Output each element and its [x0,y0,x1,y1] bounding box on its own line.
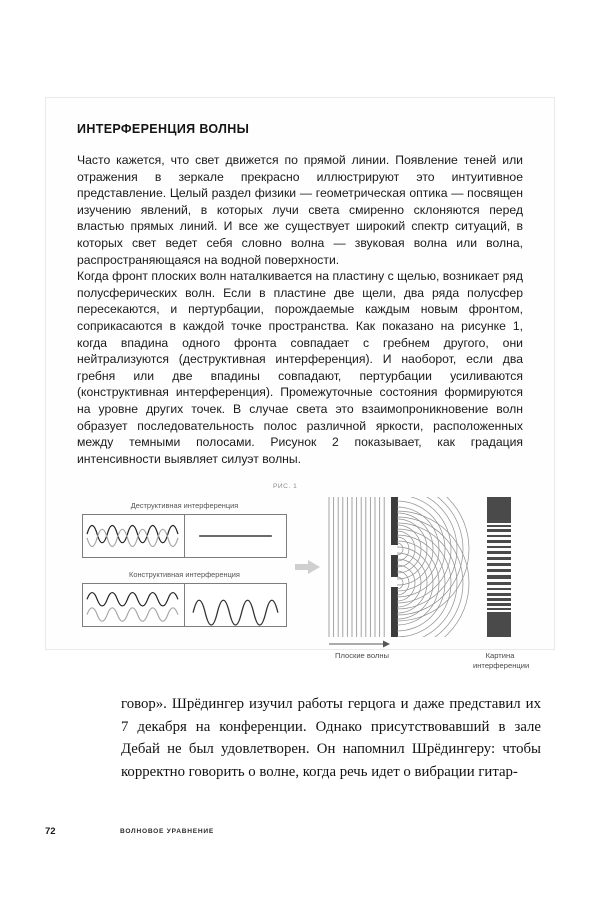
feature-content [46,98,554,693]
double-slit-diagram [327,493,530,671]
body-paragraph: говор». Шрёдингер изучил работы герцога и даже представил их 7 декабря на конференции. Однако присутствовавший в зале Дебай не был удовлетворен. Он напомнил Шрёдингеру: чтобы корректно говорить о волне, когда речь идет о вибрации гитар- [121,696,541,780]
wave-comparison-panels [82,501,287,627]
fringe-band [487,572,511,575]
constructive-interference-label: Конструктивная интерференция [129,570,240,580]
fringe-band [487,527,511,529]
page-footer [45,826,555,840]
fringe-band [487,590,511,593]
circular-wavefronts [397,497,475,637]
main-body-text [121,693,541,783]
interference-pattern-label: Картина интерференции [473,651,530,671]
constructive-input-waves [83,584,185,626]
in-phase-waves-icon [83,584,184,626]
fringe-band [487,601,511,603]
fringe-band [487,523,511,525]
constructive-result-wave [185,584,286,626]
out-of-phase-waves-icon [83,515,184,557]
figure-number-label: РИС. 1 [273,483,298,491]
footer-section-title: ВОЛНОВОЕ УРАВНЕНИЕ [120,828,215,835]
fringe-band [487,566,511,569]
fringe-band [487,596,511,599]
plane-wavefronts [327,497,389,637]
feature-paragraph-2: Когда фронт плоских волн наталкивается на пластину с щелью, возникает ряд полусферических волн. Если в пластине две щели, два ряда полусфер пересекаются, и пертурбации, порождаемые каждым новым фронтом, соприкасаются в каждой точке пространства. Как показано на рисунке 1, когда впадина одного фронта совпадает с гребнем другого, они нейтрализуются (деструктивная интерференция). И наоборот, если два гребня или две впадины совпадают, пертурбации усиливаются (конструктивная интерференция). Промежуточные состояния формируются на уровне других точек. В случае света это взаимопроникновение волн образует последовательность полос различной яркости, расположенных между темными полосами. Рисунок 2 показывает, как градация интенсивности выявляет силуэт волны. [77,269,523,466]
fringe-band [487,585,511,588]
arrow-right-icon [295,559,321,575]
feature-heading: ИНТЕРФЕРЕНЦИЯ ВОЛНЫ [77,122,250,136]
page-number: 72 [45,826,56,837]
destructive-input-waves [83,515,185,557]
destructive-result-flat-line [185,515,286,557]
figure-1 [77,483,530,693]
fringe-band [487,543,511,546]
fringe-band [487,579,511,582]
transition-arrow [295,559,321,575]
feature-paragraph-1: Часто кажется, что свет движется по прямой линии. Появление теней или отражения в зеркале прекрасно иллюстрируют это интуитивное представление. Целый раздел физики — геометрическая оптика — посвящен изучению явлений, в которых лучи света смиренно склоняются перед властью прямых линий. И все же существует широкий спектр ситуаций, в которых свет ведет себя словно волна — звуковая волна или волна, распространяющаяся на водной поверхности. [77,153,523,267]
destructive-interference-label: Деструктивная интерференция [130,501,239,511]
interference-fringe-pattern [487,497,511,637]
destructive-interference-panel [82,514,287,558]
fringe-band [487,606,511,608]
fringe-band [487,537,511,540]
fringe-band [487,560,511,563]
feature-article-box [45,97,555,671]
flat-line-icon [185,515,286,557]
fringe-band [487,532,511,534]
propagation-direction-arrow-icon [329,639,391,649]
fringe-band [487,610,511,612]
fringe-band [487,554,511,557]
fringe-band [487,548,511,551]
plane-waves-label: Плоские волны [335,651,389,661]
constructive-interference-panel [82,583,287,627]
amplified-wave-icon [185,584,286,626]
